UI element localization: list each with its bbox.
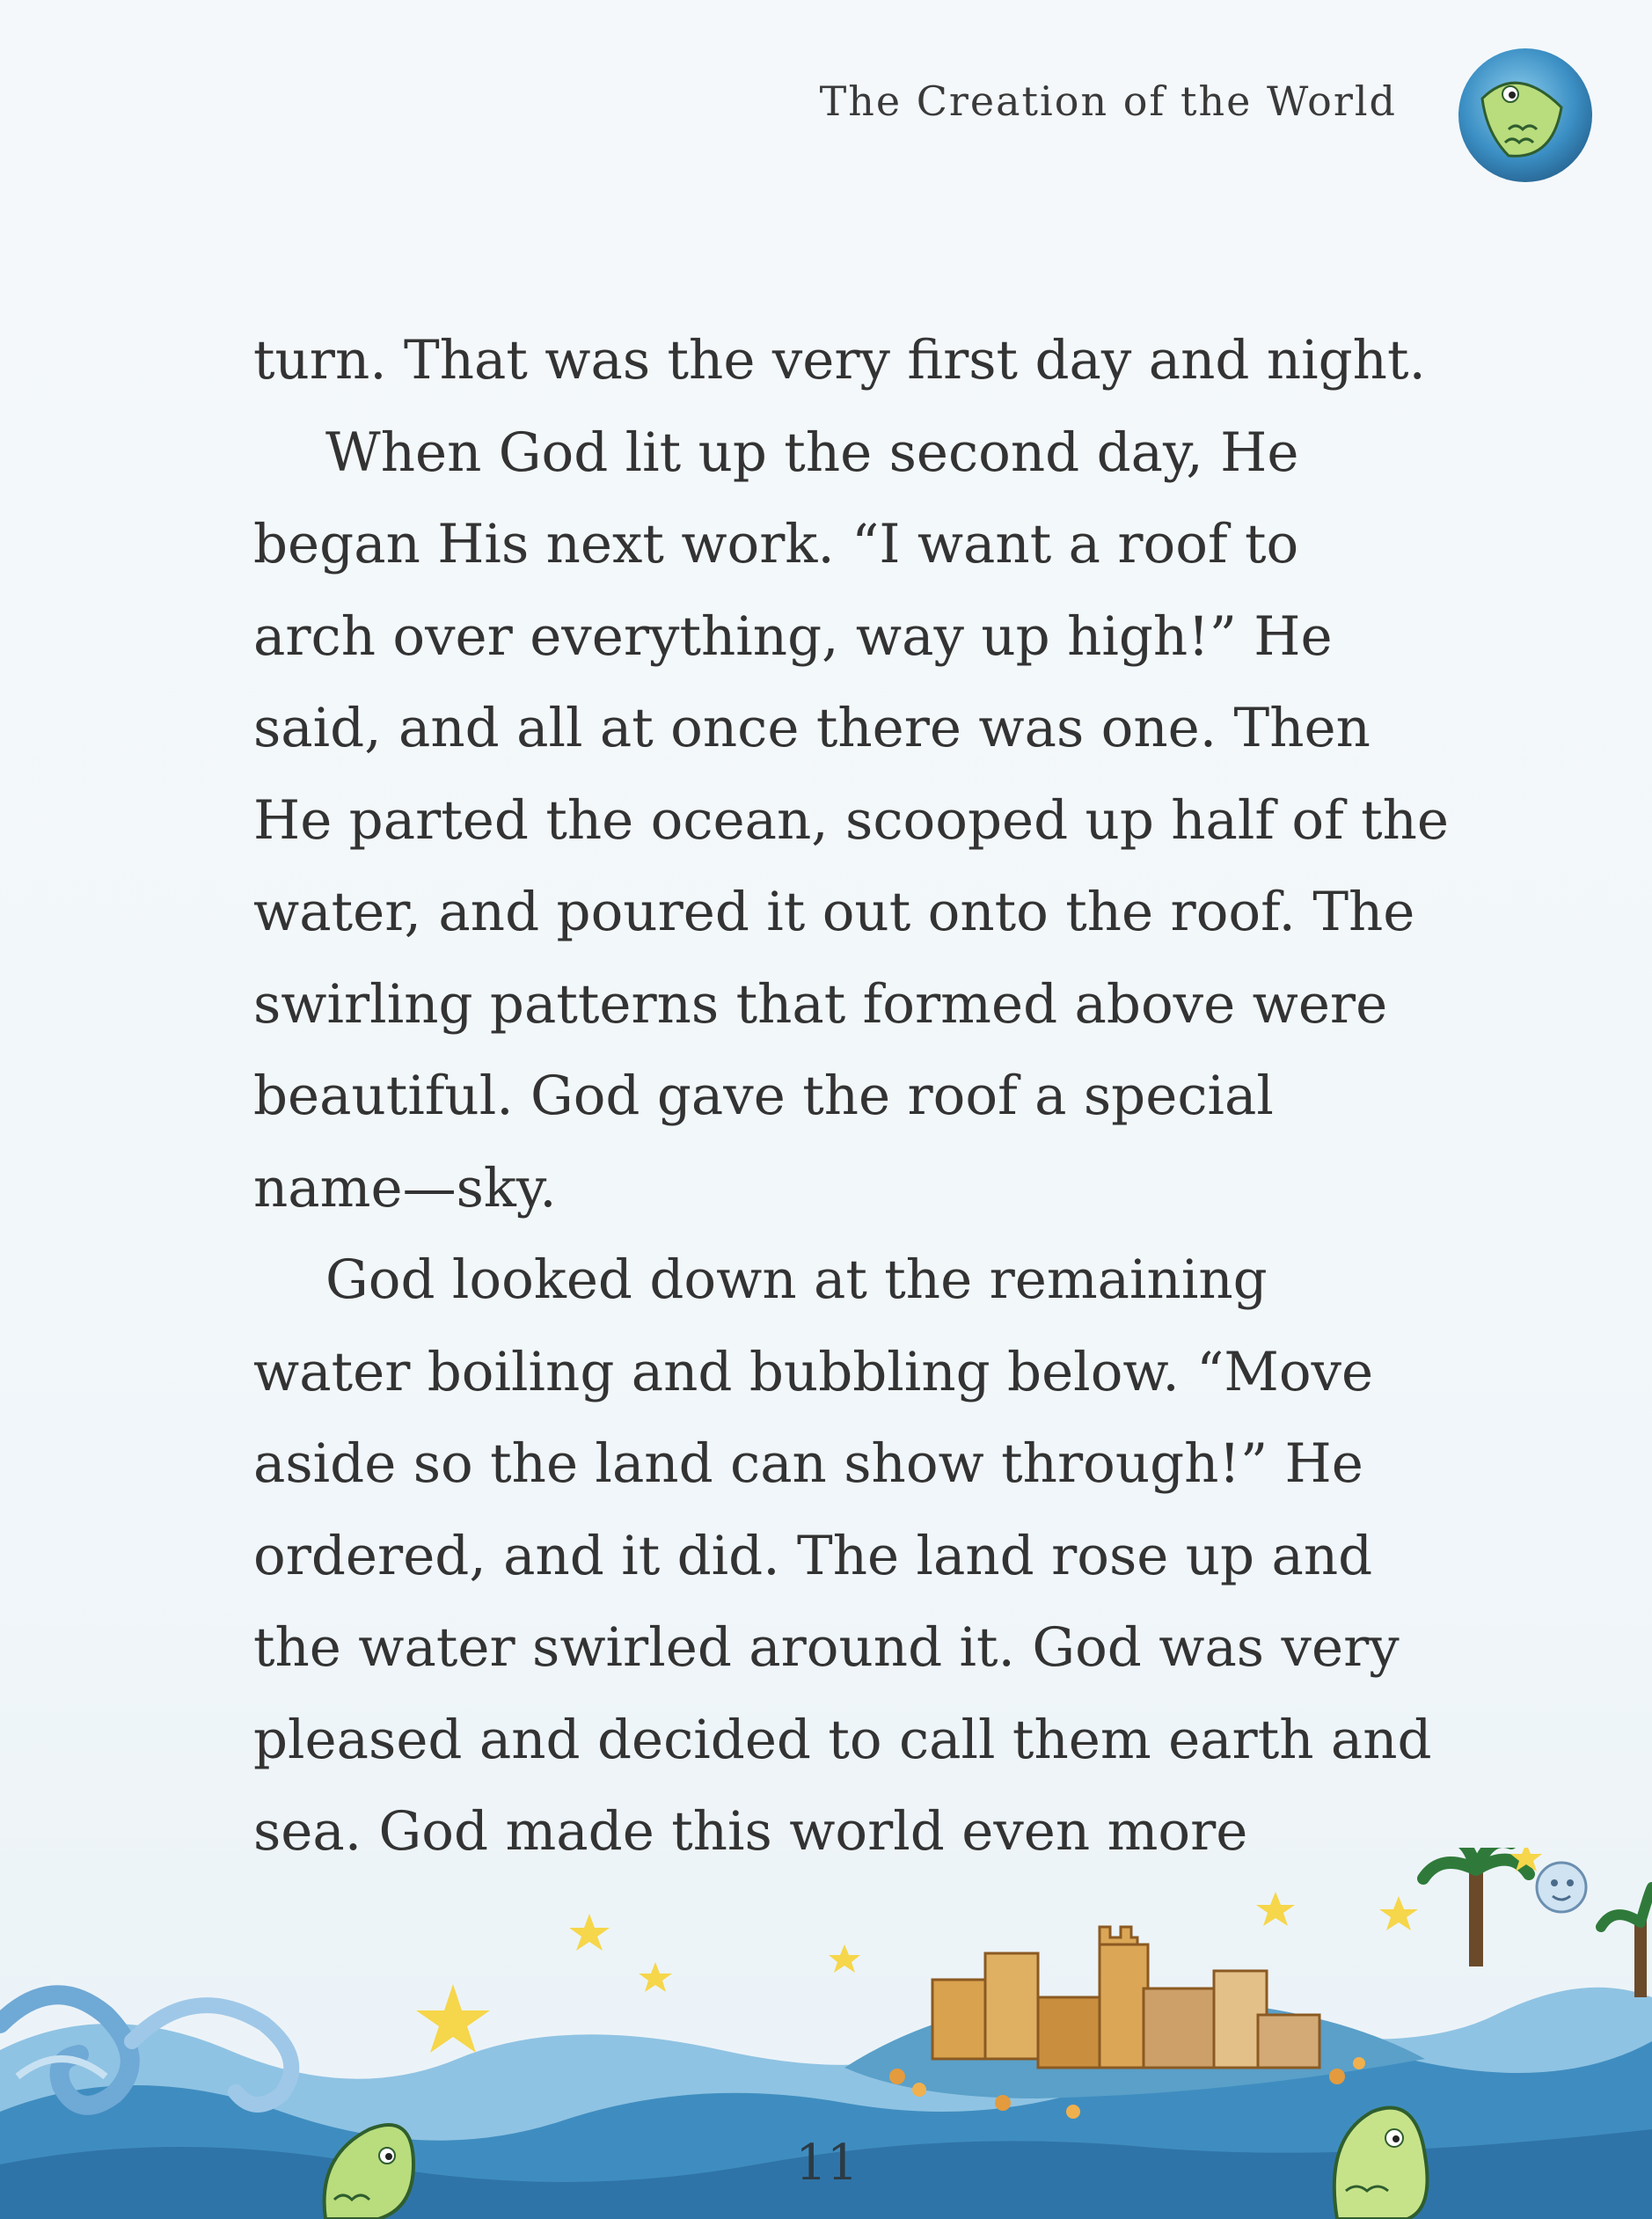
text-line: pleased and decided to call them earth and	[253, 1708, 1432, 1771]
story-text	[253, 315, 1449, 1878]
moon-icon	[1537, 1863, 1586, 1912]
text-line: God looked down at the remaining	[325, 1249, 1268, 1311]
text-line: the water swirled around it. God was very	[253, 1616, 1400, 1679]
text-line: said, and all at once there was one. Then	[253, 697, 1371, 759]
text-line: turn. That was the very first day and night.	[253, 329, 1426, 392]
running-title: The Creation of the World	[819, 77, 1397, 125]
text-line: He parted the ocean, scooped up half of the	[253, 788, 1449, 852]
text-line: ordered, and it did. The land rose up and	[253, 1524, 1373, 1587]
text-line: began His next work. “I want a roof to	[253, 513, 1299, 575]
text-line: water boiling and bubbling below. “Move	[253, 1340, 1374, 1403]
text-line: aside so the land can show through!” He	[253, 1432, 1363, 1495]
page-number: 11	[795, 2135, 859, 2192]
text-line: swirling patterns that formed above were	[253, 972, 1388, 1036]
text-line: beautiful. God gave the roof a special	[253, 1065, 1274, 1127]
text-line: arch over everything, way up high!” He	[253, 604, 1333, 668]
palm-tree	[1423, 1848, 1652, 1997]
text-line: When God lit up the second day, He	[325, 421, 1299, 484]
fish-icon	[1456, 46, 1595, 185]
text-line: name—sky.	[253, 1156, 557, 1219]
text-line: sea. God made this world even more	[253, 1800, 1248, 1863]
text-line: water, and poured it out onto the roof. The	[253, 881, 1415, 943]
